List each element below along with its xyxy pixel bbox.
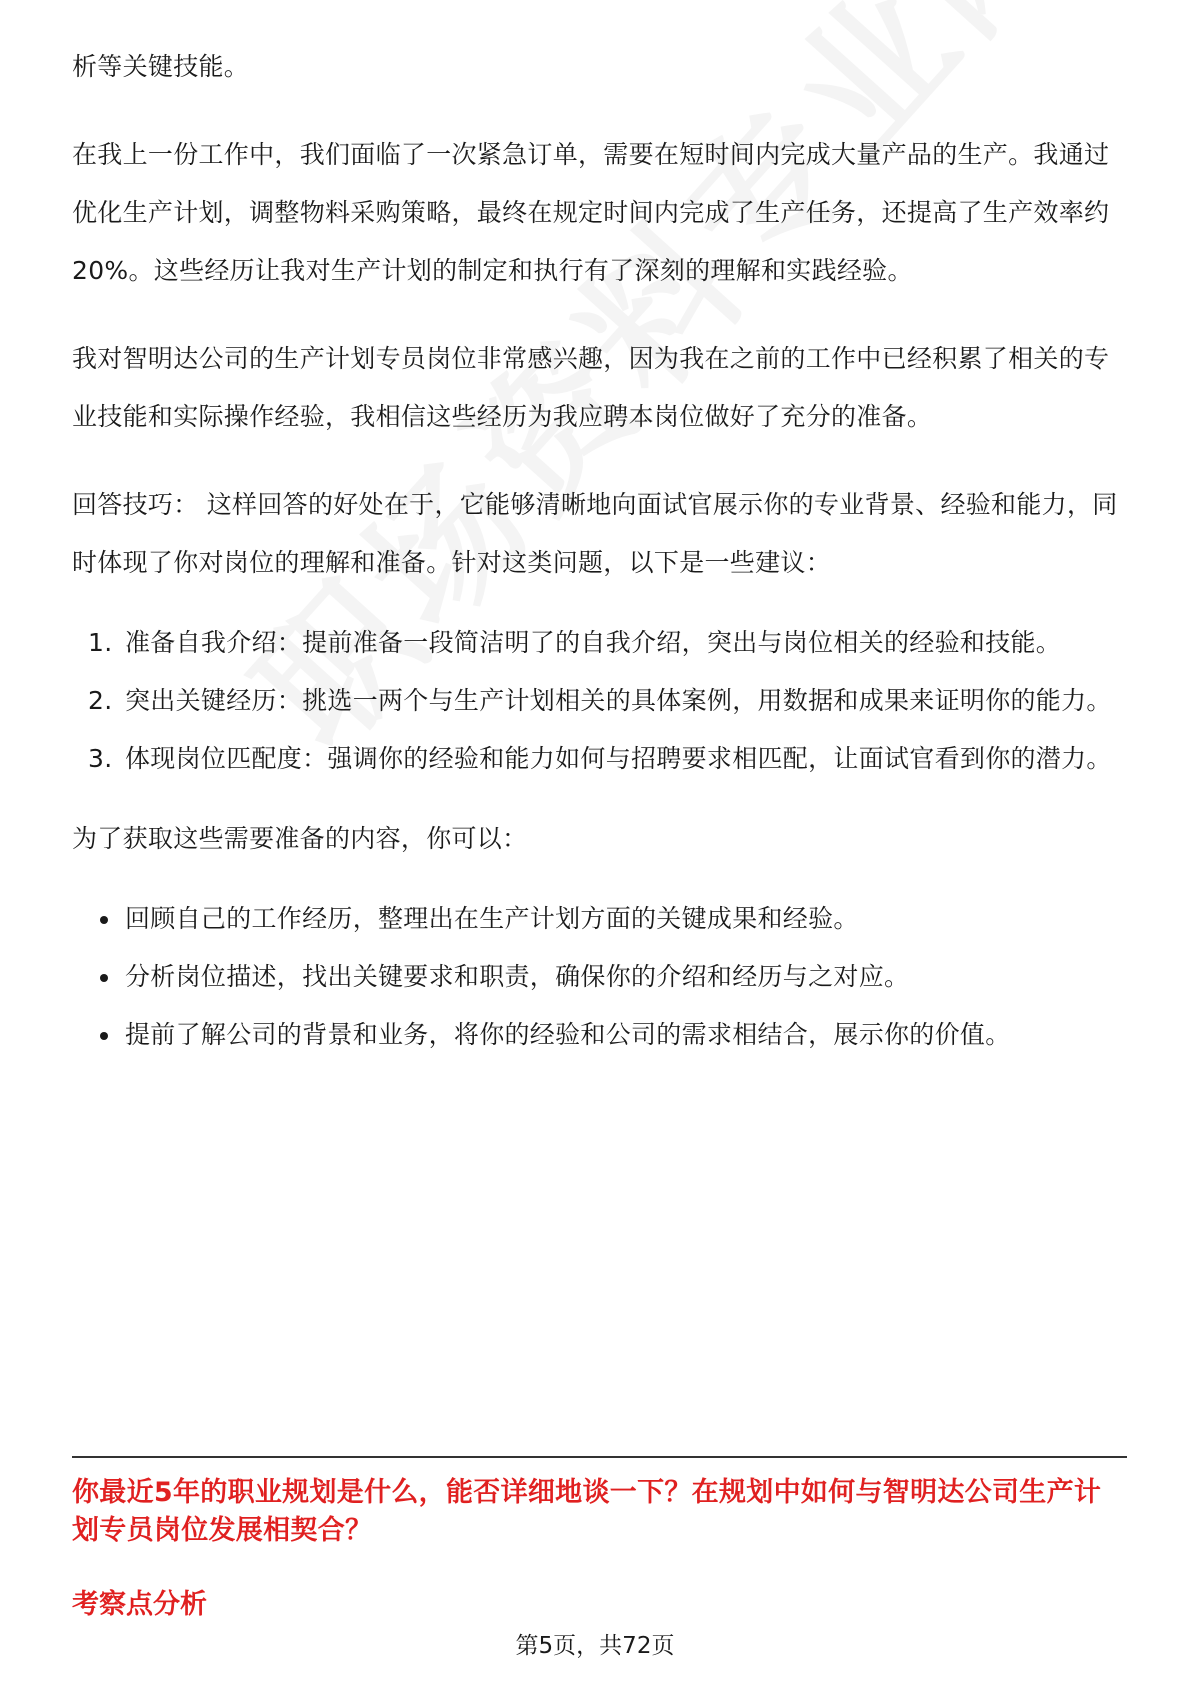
main-content	[72, 38, 1127, 1064]
paragraph-continuation: 析等关键技能。	[72, 52, 250, 81]
list-item-text: 准备自我介绍：提前准备一段简洁明了的自我介绍，突出与岗位相关的经验和技能。	[125, 628, 1062, 657]
bullet-item	[72, 1006, 1127, 1064]
suggestion-list	[72, 614, 1127, 788]
bullet-dot-icon	[100, 1032, 108, 1040]
section-title: 考察点分析	[72, 1589, 207, 1620]
list-number: 2.	[88, 686, 113, 715]
interview-question: 你最近5年的职业规划是什么，能否详细地谈一下？在规划中如何与智明达公司生产计划专员岗位发展相契合？	[72, 1477, 1102, 1546]
bullet-item	[72, 890, 1127, 948]
paragraph-preparation: 为了获取这些需要准备的内容，你可以：	[72, 824, 528, 853]
paragraph-experience: 在我上一份工作中，我们面临了一次紧急订单，需要在短时间内完成大量产品的生产。我通过优化生产计划，调整物料采购策略，最终在规定时间内完成了生产任务，还提高了生产效率约20%。这些经历让我对生产计划的制定和执行有了深刻的理解和实践经验。	[72, 140, 1110, 285]
paragraph-interest: 我对智明达公司的生产计划专员岗位非常感兴趣，因为我在之前的工作中已经积累了相关的专业技能和实际操作经验，我相信这些经历为我应聘本岗位做好了充分的准备。	[72, 344, 1110, 431]
bullet-item	[72, 948, 1127, 1006]
list-item-text: 体现岗位匹配度：强调你的经验和能力如何与招聘要求相匹配，让面试官看到你的潜力。	[125, 744, 1112, 773]
bullet-dot-icon	[100, 916, 108, 924]
preparation-list	[72, 890, 1127, 1064]
list-item	[72, 614, 1127, 672]
page-number: 第5页，共72页	[515, 1633, 675, 1659]
section-divider	[72, 1456, 1127, 1458]
bullet-item-text: 回顾自己的工作经历，整理出在生产计划方面的关键成果和经验。	[125, 904, 859, 933]
bullet-dot-icon	[100, 974, 108, 982]
list-item	[72, 672, 1127, 730]
bullet-item-text: 分析岗位描述，找出关键要求和职责，确保你的介绍和经历与之对应。	[125, 962, 910, 991]
bullet-item-text: 提前了解公司的背景和业务，将你的经验和公司的需求相结合，展示你的价值。	[125, 1020, 1011, 1049]
list-item	[72, 730, 1127, 788]
paragraph-answer-tips: 回答技巧： 这样回答的好处在于，它能够清晰地向面试官展示你的专业背景、经验和能力，同时体现了你对岗位的理解和准备。针对这类问题，以下是一些建议：	[72, 490, 1118, 577]
list-number: 1.	[88, 628, 113, 657]
list-item-text: 突出关键经历：挑选一两个与生产计划相关的具体案例，用数据和成果来证明你的能力。	[125, 686, 1112, 715]
list-number: 3.	[88, 744, 113, 773]
